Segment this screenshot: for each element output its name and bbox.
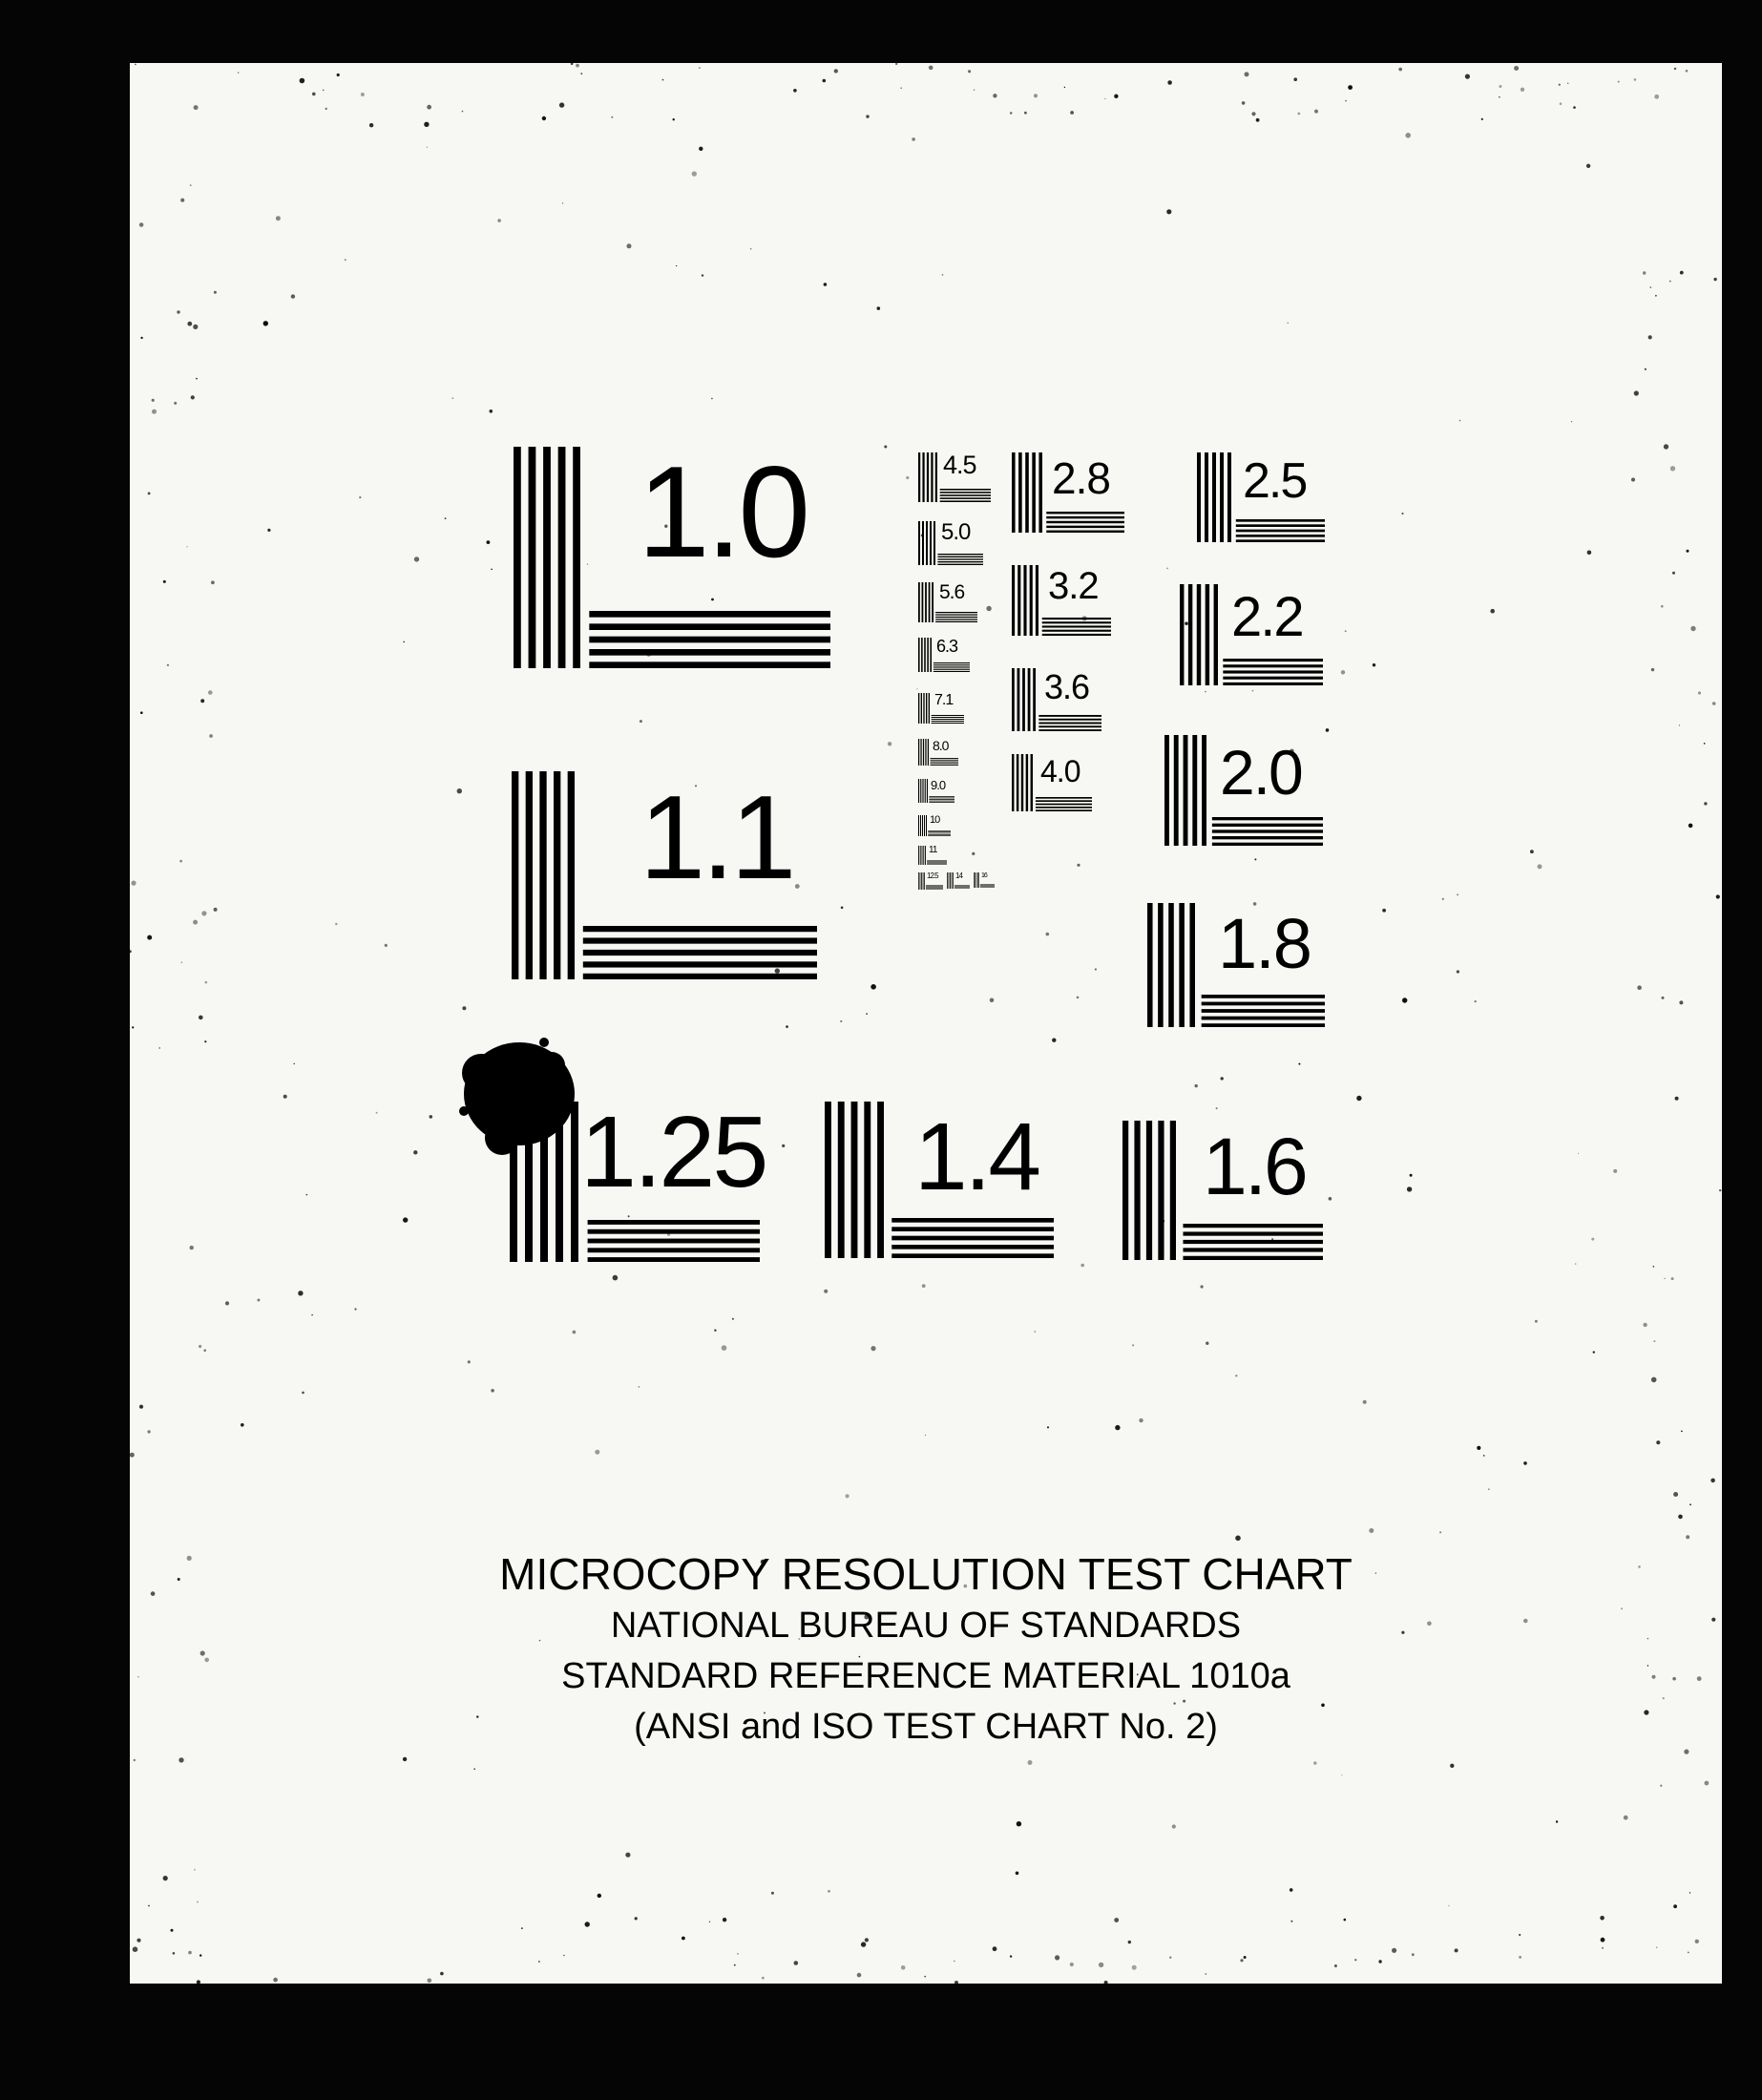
target-label: 3.2: [1048, 565, 1099, 607]
resolution-target: [1012, 754, 1092, 811]
target-label: 16: [981, 872, 987, 879]
target-label: 3.6: [1044, 667, 1090, 706]
resolution-target: [918, 815, 951, 836]
resolution-target: [1180, 584, 1323, 685]
target-label: 12.5: [927, 872, 938, 880]
resolution-target: [918, 872, 943, 890]
resolution-target: [1147, 903, 1325, 1027]
target-label: 9.0: [931, 778, 946, 792]
resolution-target: [1197, 452, 1325, 542]
resolution-target: [1122, 1121, 1323, 1260]
chart-issuer: NATIONAL BUREAU OF STANDARDS: [610, 1606, 1242, 1646]
resolution-target: [1012, 565, 1111, 636]
resolution-target: [1012, 452, 1124, 533]
resolution-target: [918, 582, 977, 622]
ink-stain-icon: [445, 1025, 588, 1178]
target-label: 4.5: [943, 451, 976, 479]
target-label: 1.8: [1218, 904, 1311, 983]
target-label: 5.0: [941, 519, 971, 545]
resolution-target: [825, 1102, 1054, 1258]
target-label: 5.6: [939, 581, 965, 603]
resolution-target: [1164, 735, 1323, 846]
resolution-target: [918, 779, 954, 803]
resolution-target: [514, 439, 830, 668]
resolution-target: [918, 638, 970, 672]
resolution-target: [918, 693, 964, 724]
target-label: 2.5: [1243, 453, 1307, 509]
resolution-target: [1012, 668, 1101, 731]
chart-reference: STANDARD REFERENCE MATERIAL 1010a: [561, 1656, 1290, 1696]
chart-title: MICROCOPY RESOLUTION TEST CHART: [499, 1549, 1353, 1599]
resolution-target: [947, 872, 970, 889]
target-label: 7.1: [934, 692, 954, 708]
resolution-target: [918, 846, 947, 865]
resolution-target: [918, 739, 958, 766]
target-label: 11: [929, 845, 937, 855]
target-label: 1.6: [1203, 1122, 1306, 1211]
target-label: 1.1: [640, 772, 793, 904]
target-label: 1.4: [914, 1103, 1039, 1210]
resolution-target: [918, 521, 983, 565]
target-label: 8.0: [933, 738, 949, 753]
resolution-target: [974, 872, 995, 888]
target-label: 2.0: [1220, 737, 1302, 808]
chart-standard: (ANSI and ISO TEST CHART No. 2): [634, 1707, 1218, 1747]
test-chart-sheet: [130, 63, 1722, 1984]
chart-caption: [130, 1549, 1722, 1759]
target-label: 14: [955, 872, 962, 880]
target-label: 6.3: [936, 637, 958, 656]
target-label: 2.2: [1231, 586, 1303, 648]
target-label: 10: [930, 814, 940, 826]
target-label: 1.0: [638, 439, 808, 584]
target-label: 4.0: [1040, 754, 1080, 788]
resolution-target: [512, 771, 817, 979]
target-label: 1.25: [580, 1096, 766, 1208]
resolution-target: [918, 452, 991, 502]
target-label: 2.8: [1052, 453, 1110, 503]
